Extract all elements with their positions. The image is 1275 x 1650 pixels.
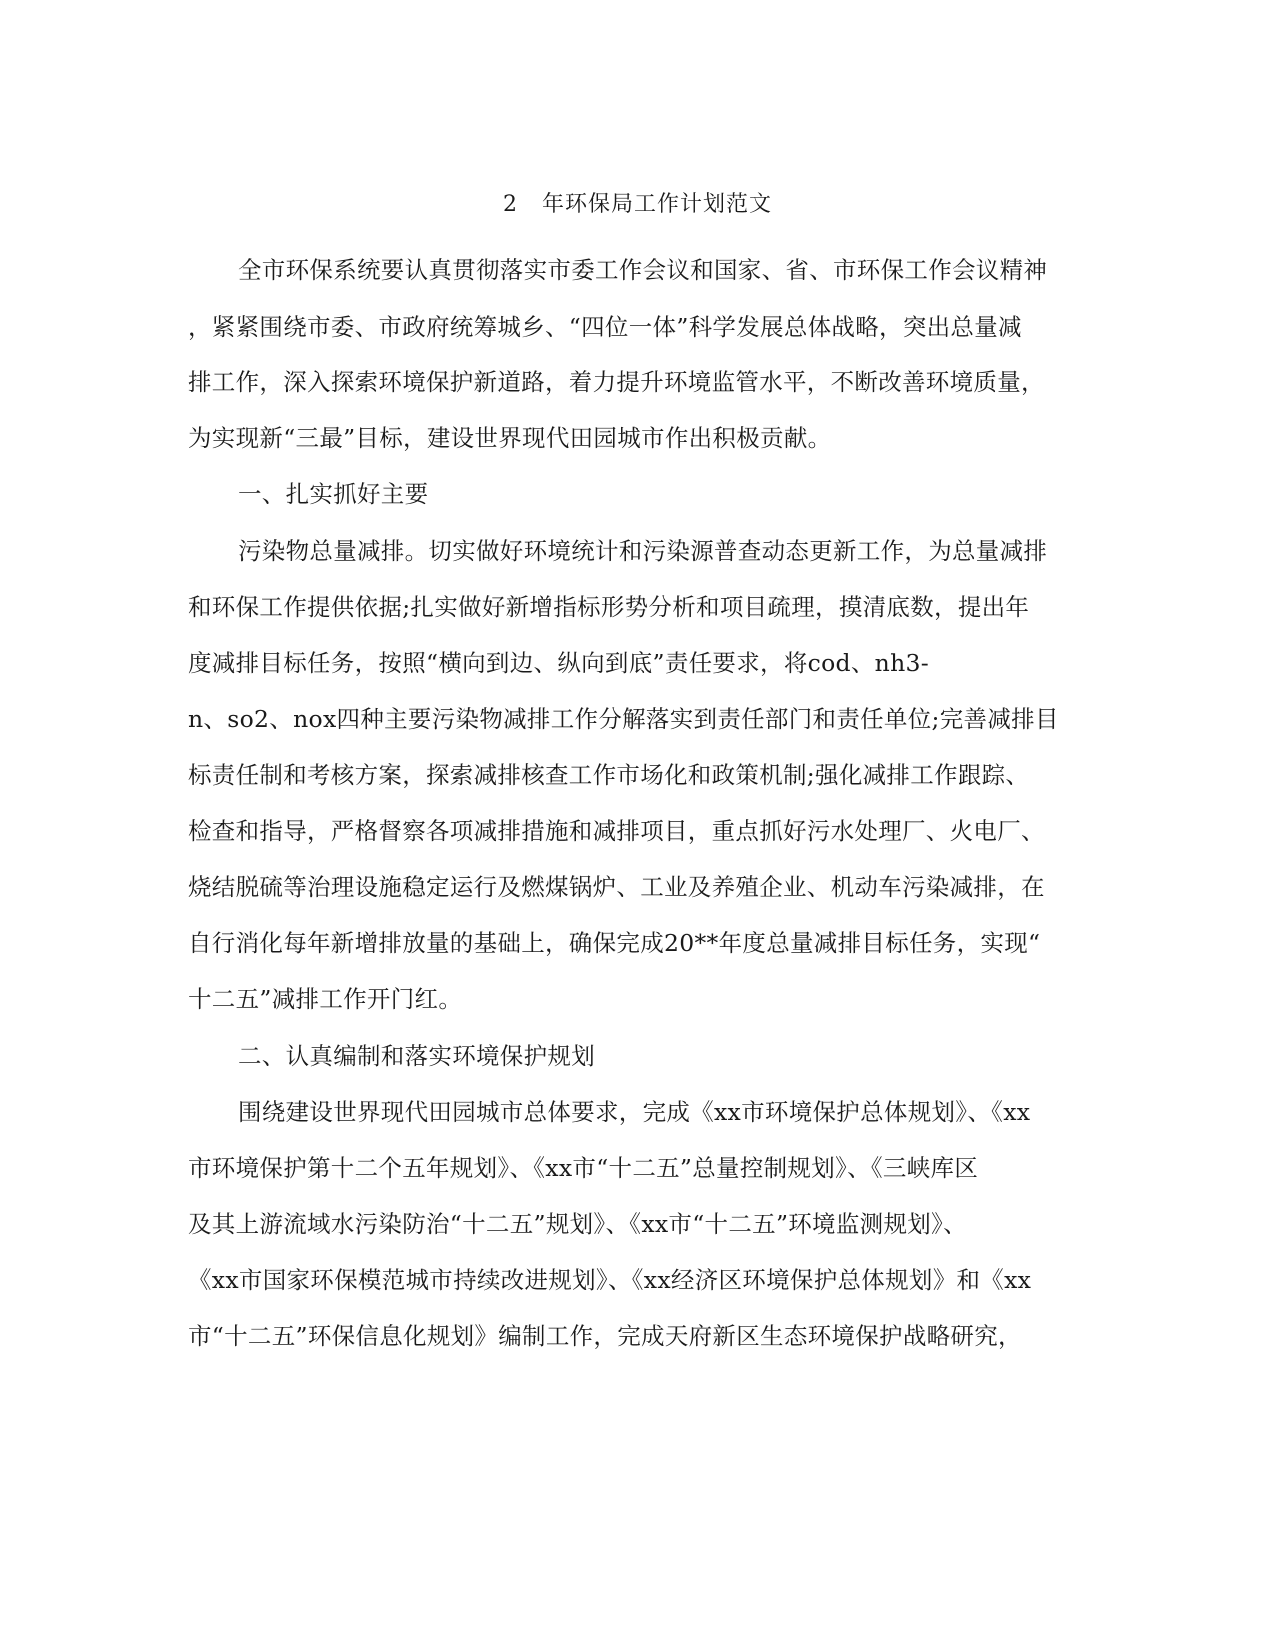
paragraph-line: n、so2、nox四种主要污染物减排工作分解落实到责任部门和责任单位;完善减排目 xyxy=(188,705,1059,733)
paragraph-line: 和环保工作提供依据;扎实做好新增指标形势分析和项目疏理，摸清底数，提出年 xyxy=(188,593,1030,621)
section-heading: 一、扎实抓好主要 xyxy=(238,480,429,508)
paragraph-line: 标责任制和考核方案，探索减排核查工作市场化和政策机制;强化减排工作跟踪、 xyxy=(188,761,1030,789)
paragraph-line: 围绕建设世界现代田园城市总体要求，完成《xx市环境保护总体规划》、《xx xyxy=(238,1098,1031,1126)
paragraph-line: ，紧紧围绕市委、市政府统筹城乡、“四位一体”科学发展总体战略，突出总量减 xyxy=(188,313,1022,341)
paragraph-line: 市“十二五”环保信息化规划》编制工作，完成天府新区生态环境保护战略研究， xyxy=(188,1322,1022,1350)
section-heading: 二、认真编制和落实环境保护规划 xyxy=(238,1042,595,1070)
paragraph-line: 《xx市国家环保模范城市持续改进规划》、《xx经济区环境保护总体规划》和《xx xyxy=(188,1266,1032,1294)
paragraph-line: 排工作，深入探索环境保护新道路，着力提升环境监管水平，不断改善环境质量， xyxy=(188,368,1045,396)
paragraph-line: 检查和指导，严格督察各项减排措施和减排项目，重点抓好污水处理厂、火电厂、 xyxy=(188,817,1045,845)
paragraph-line: 及其上游流域水污染防治“十二五”规划》、《xx市“十二五”环境监测规划》、 xyxy=(188,1210,967,1238)
paragraph-line: 污染物总量减排。切实做好环境统计和污染源普查动态更新工作，为总量减排 xyxy=(238,537,1048,565)
paragraph-line: 全市环保系统要认真贯彻落实市委工作会议和国家、省、市环保工作会议精神 xyxy=(238,256,1048,284)
paragraph-line: 度减排目标任务，按照“横向到边、纵向到底”责任要求，将cod、nh3- xyxy=(188,649,930,677)
paragraph-line: 烧结脱硫等治理设施稳定运行及燃煤锅炉、工业及养殖企业、机动车污染减排，在 xyxy=(188,873,1045,901)
document-title: 2 年环保局工作计划范文 xyxy=(503,192,772,217)
paragraph-line: 为实现新“三最”目标，建设世界现代田园城市作出积极贡献。 xyxy=(188,424,832,452)
paragraph-line: 自行消化每年新增排放量的基础上，确保完成20**年度总量减排目标任务，实现“ xyxy=(188,929,1041,957)
paragraph-line: 十二五”减排工作开门红。 xyxy=(188,985,463,1013)
paragraph-line: 市环境保护第十二个五年规划》、《xx市“十二五”总量控制规划》、《三峡库区 xyxy=(188,1154,979,1182)
